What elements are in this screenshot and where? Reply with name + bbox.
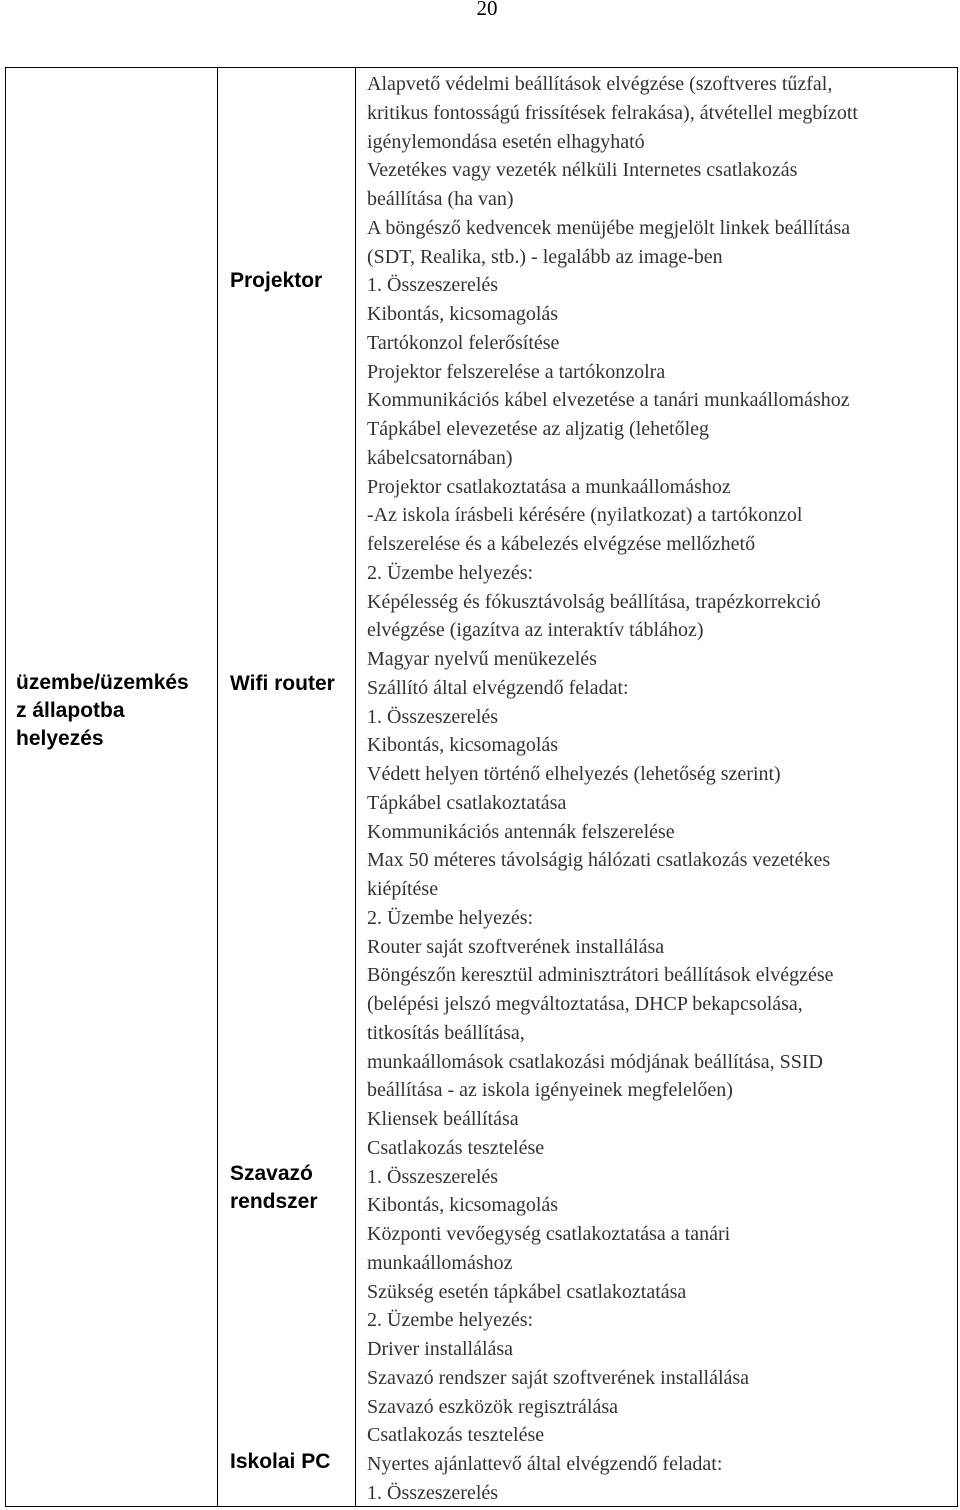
description-line: Projektor felszerelése a tartókonzolra: [367, 360, 666, 383]
description-line: beállítása - az iskola igényeinek megfelelően): [367, 1079, 733, 1102]
description-line: 1. Összeszerelés: [367, 1481, 499, 1504]
description-line: Szavazó eszközök regisztrálása: [367, 1395, 618, 1418]
description-line: igénylemondása esetén elhagyható: [367, 130, 645, 153]
device-label-line: Iskolai PC: [230, 1450, 331, 1473]
description-line: Tápkábel elevezetése az aljzatig (lehetőleg: [367, 418, 710, 440]
description-line: Szállító által elvégzendő feladat:: [367, 676, 629, 699]
description-line: Router saját szoftverének installálása: [367, 935, 665, 958]
section-label-line: helyezés: [16, 727, 104, 750]
description-line: 1. Összeszerelés: [367, 274, 499, 297]
description-line: felszerelése és a kábelezés elvégzése mellőzhető: [367, 533, 756, 555]
description-line: kiépítése: [367, 878, 439, 900]
page-number: 20: [476, 0, 498, 20]
description-line: 1. Összeszerelés: [367, 705, 499, 728]
description-line: 2. Üzembe helyezés:: [367, 561, 534, 584]
description-line: Driver installálása: [367, 1338, 514, 1360]
description-line: Alapvető védelmi beállítások elvégzése (szoftveres tűzfal,: [367, 73, 833, 95]
description-line: Projektor csatlakoztatása a munkaállomáshoz: [367, 475, 731, 498]
device-label-line: Projektor: [230, 269, 323, 292]
description-line: Csatlakozás tesztelése: [367, 1136, 545, 1159]
description-line: (SDT, Realika, stb.) - legalább az image-ben: [367, 245, 723, 268]
description-line: kábelcsatornában): [367, 446, 513, 469]
description-line: Szükség esetén tápkábel csatlakoztatása: [367, 1280, 687, 1303]
description-line: titkosítás beállítása,: [367, 1021, 525, 1044]
description-line: Böngészőn keresztül adminisztrátori beállítások elvégzése: [367, 964, 834, 987]
description-line: -Az iskola írásbeli kérésére (nyilatkozat) a tartókonzol: [367, 504, 803, 527]
description-line: 1. Összeszerelés: [367, 1165, 499, 1188]
device-label-line: Szavazó: [230, 1162, 313, 1185]
device-label-line: Wifi router: [230, 672, 335, 695]
description-line: Kommunikációs kábel elvezetése a tanári munkaállomáshoz: [367, 389, 850, 412]
requirements-table: [5, 67, 958, 1507]
device-label-szavazo-rendszer: [230, 1160, 355, 1216]
section-label-line: üzembe/üzemkés: [16, 671, 189, 694]
description-line: beállítása (ha van): [367, 188, 514, 210]
description-line: (belépési jelszó megváltoztatása, DHCP bekapcsolása,: [367, 993, 803, 1015]
description-line: Kommunikációs antennák felszerelése: [367, 820, 675, 843]
column-divider-1: [217, 68, 218, 1506]
description-line: Vezetékes vagy vezeték nélküli Internetes csatlakozás: [367, 159, 798, 182]
description-line: Kibontás, kicsomagolás: [367, 1194, 559, 1217]
task-description: [367, 70, 952, 1508]
section-label: [16, 669, 216, 753]
description-line: Csatlakozás tesztelése: [367, 1424, 545, 1447]
description-line: Szavazó rendszer saját szoftverének installálása: [367, 1366, 750, 1389]
description-line: 2. Üzembe helyezés:: [367, 906, 534, 929]
description-line: kritikus fontosságú frissítések felrakása), átvétellel megbízott: [367, 101, 858, 124]
description-line: Tápkábel csatlakoztatása: [367, 791, 567, 814]
description-line: A böngésző kedvencek menüjébe megjelölt linkek beállítása: [367, 216, 851, 239]
description-line: Központi vevőegység csatlakoztatása a tanári: [367, 1223, 731, 1245]
description-line: munkaállomások csatlakozási módjának beállítása, SSID: [367, 1050, 823, 1073]
column-divider-2: [355, 68, 356, 1506]
description-line: Max 50 méteres távolságig hálózati csatlakozás vezetékes: [367, 849, 831, 872]
device-label-iskolai-pc: [230, 1448, 355, 1476]
description-line: munkaállomáshoz: [367, 1251, 513, 1274]
description-line: elvégzése (igazítva az interaktív táblához): [367, 619, 704, 642]
device-label-wifi-router: [230, 670, 355, 698]
description-line: Tartókonzol felerősítése: [367, 331, 560, 354]
description-line: Kibontás, kicsomagolás: [367, 303, 559, 325]
description-line: Kibontás, kicsomagolás: [367, 734, 559, 757]
device-label-line: rendszer: [230, 1190, 318, 1213]
section-label-line: z állapotba: [16, 699, 125, 722]
description-line: Képélesség és fókusztávolság beállítása, trapézkorrekció: [367, 590, 821, 613]
description-line: Magyar nyelvű menükezelés: [367, 648, 597, 670]
device-label-projektor: [230, 267, 355, 295]
description-line: 2. Üzembe helyezés:: [367, 1309, 534, 1332]
description-line: Nyertes ajánlattevő által elvégzendő feladat:: [367, 1453, 723, 1475]
description-line: Kliensek beállítása: [367, 1108, 519, 1130]
description-line: Védett helyen történő elhelyezés (lehetőség szerint): [367, 763, 781, 785]
